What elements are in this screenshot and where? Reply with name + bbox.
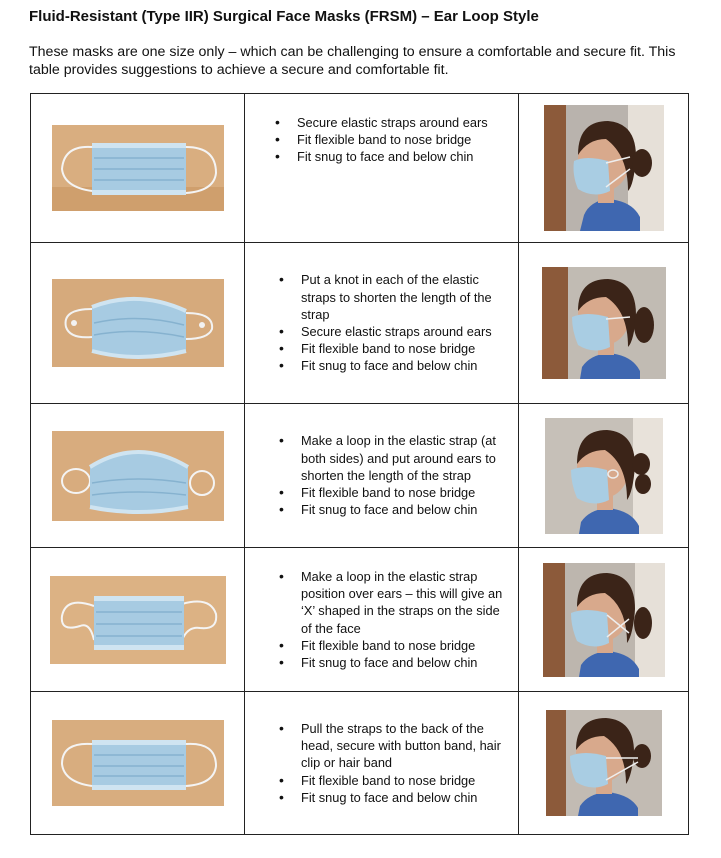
instructions-cell	[245, 404, 519, 548]
table-row	[31, 243, 689, 404]
mask-looped-photo	[52, 431, 224, 521]
mask-photo-cell	[31, 94, 245, 243]
instructions-cell	[245, 548, 519, 692]
list-item: • Secure elastic straps around ears	[269, 323, 504, 340]
list-item: • Secure elastic straps around ears	[265, 114, 504, 131]
table-row	[31, 404, 689, 548]
wearer-photo-cell	[519, 94, 689, 243]
list-item: • Fit snug to face and below chin	[265, 148, 504, 165]
wearer-photo-cell	[519, 692, 689, 835]
list-item: • Make a loop in the elastic strap position over ears – this will give an ‘X’ shaped in the straps on the side of the face	[269, 568, 504, 637]
list-item: • Fit flexible band to nose bridge	[269, 340, 504, 357]
instructions-cell	[245, 94, 519, 243]
wearer-photo-cell	[519, 243, 689, 404]
list-item: • Fit flexible band to nose bridge	[269, 772, 504, 789]
instructions-cell	[245, 243, 519, 404]
list-item: • Put a knot in each of the elastic straps to shorten the length of the strap	[269, 271, 504, 323]
tips-list	[269, 271, 504, 374]
mask-x-loop-photo	[50, 576, 226, 664]
tips-list	[269, 432, 504, 518]
list-item: • Fit snug to face and below chin	[269, 654, 504, 671]
instructions-cell	[245, 692, 519, 835]
list-item: • Fit flexible band to nose bridge	[269, 637, 504, 654]
mask-flat-photo	[52, 125, 224, 211]
list-item: • Fit snug to face and below chin	[269, 789, 504, 806]
tips-list	[269, 568, 504, 671]
wearer-photo-cell	[519, 548, 689, 692]
list-item: • Pull the straps to the back of the head, secure with button band, hair clip or hair band	[269, 720, 504, 772]
mask-fit-table	[30, 93, 689, 835]
tips-list	[265, 114, 504, 166]
wearer-profile-photo	[542, 267, 666, 379]
wearer-profile-photo	[543, 563, 665, 677]
table-row	[31, 692, 689, 835]
wearer-profile-photo	[546, 710, 662, 816]
mask-photo-cell	[31, 692, 245, 835]
list-item: • Fit snug to face and below chin	[269, 357, 504, 374]
tips-list	[269, 720, 504, 806]
list-item: • Fit flexible band to nose bridge	[265, 131, 504, 148]
mask-knotted-photo	[52, 279, 224, 367]
table-row	[31, 94, 689, 243]
list-item: • Make a loop in the elastic strap (at both sides) and put around ears to shorten the length of the strap	[269, 432, 504, 484]
mask-photo-cell	[31, 548, 245, 692]
list-item: • Fit flexible band to nose bridge	[269, 484, 504, 501]
list-item: • Fit snug to face and below chin	[269, 501, 504, 518]
wearer-photo-cell	[519, 404, 689, 548]
mask-photo-cell	[31, 243, 245, 404]
intro-paragraph: These masks are one size only – which can be challenging to ensure a comfortable and secure fit. This table provides suggestions to achieve a secure and comfortable fit.	[29, 44, 676, 78]
table-row	[31, 548, 689, 692]
wearer-profile-photo	[545, 418, 663, 534]
wearer-profile-photo	[544, 105, 664, 231]
mask-photo-cell	[31, 404, 245, 548]
mask-flat-photo	[52, 720, 224, 806]
page-title: Fluid-Resistant (Type IIR) Surgical Face Masks (FRSM) – Ear Loop Style	[29, 8, 539, 25]
